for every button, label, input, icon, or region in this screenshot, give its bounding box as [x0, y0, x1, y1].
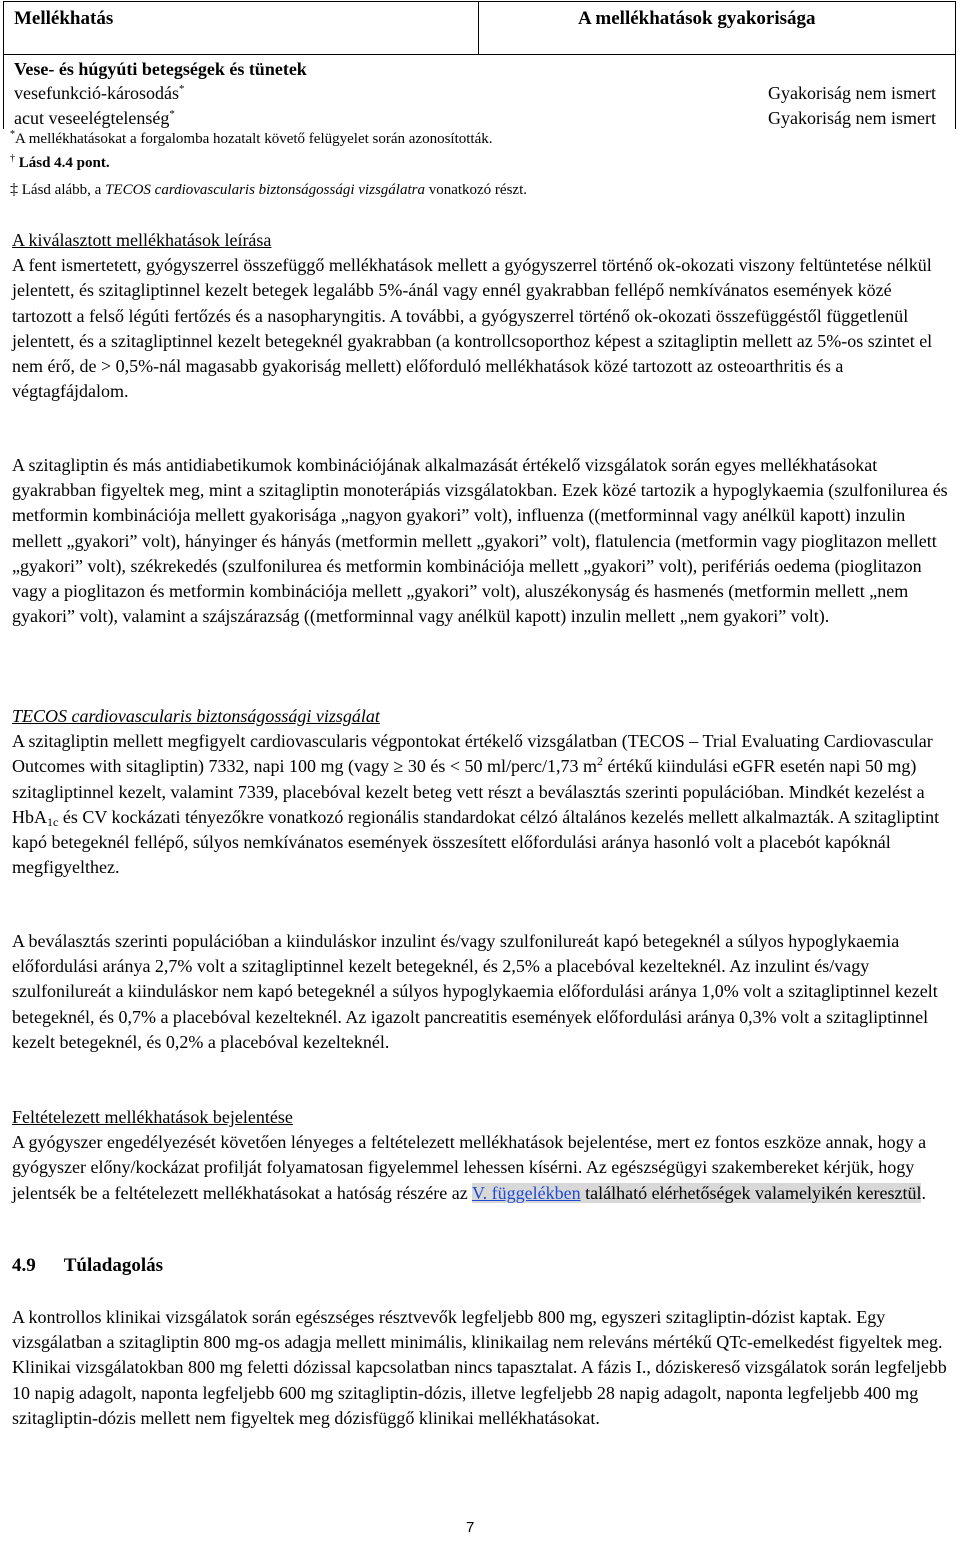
footnote-double-dagger: ‡ Lásd alább, a TECOS cardiovascularis biztonságossági vizsgálatra vonatkozó részt. — [10, 181, 528, 198]
paragraph-hypoglycaemia: A beválasztás szerinti populációban a kiinduláskor inzulint és/vagy szulfonilureát kapó betegeknél a súlyos hypoglykaemia előfordulási aránya 2,7% volt a szitagliptinnel kezelt betegeknél, és 2,5% a placebóval kezelteknél. Az inzulint és/vagy szulfonilureát a kiinduláskor nem kapó betegeknél a súlyos hypoglykaemia előfordulási aránya 1,0% volt a szitagliptinnel kezelt betegeknél, és 0,7% a placebóval kezelteknél. Az igazolt pancreatitis események előfordulási aránya 0,3% volt a szitagliptinnel kezelt betegeknél, és 0,2% a placebóval kezelteknél. — [12, 931, 938, 1052]
row-frequency: Gyakoriság nem ismert — [768, 83, 936, 103]
section-heading: Feltételezett mellékhatások bejelentése — [12, 1107, 293, 1127]
section-4-9-heading: 4.9 Túladagolás — [12, 1255, 164, 1276]
row-label: acut veseelégtelenség — [14, 108, 170, 128]
page-number: 7 — [466, 1519, 475, 1536]
row-mark: * — [169, 108, 175, 120]
adverse-reactions-table — [3, 1, 956, 129]
column-divider — [478, 2, 479, 54]
section-heading: TECOS cardiovascularis biztonságossági vizsgálat — [12, 706, 380, 726]
paragraph-overdose: A kontrollos klinikai vizsgálatok során egészséges résztvevők legfeljebb 800 mg, egyszeri szitagliptin-dózist kaptak. Egy vizsgálatban a szitagliptin 800 mg-os adagja mellett minimális, klinikailag nem releváns mértékű QTc-emelkedést figyeltek meg. Klinikai vizsgálatokban 800 mg feletti dózissal kapcsolatban nincs tapasztalat. A fázis I., dóziskereső vizsgálatok során legfeljebb 10 napig adagolt, naponta legfeljebb 600 mg szitagliptin-dózis, illetve legfeljebb 28 napig adagolt, naponta legfeljebb 400 mg szitagliptin-dózis mellett nem figyeltek meg dózisfüggő klinikai mellékhatásokat. — [12, 1307, 947, 1428]
table-section-title: Vese- és húgyúti betegségek és tünetek — [14, 59, 307, 79]
col-header-frequency: A mellékhatások gyakorisága — [578, 8, 816, 29]
row-label: vesefunkció-károsodás — [14, 83, 179, 103]
section-tecos: TECOS cardiovascularis biztonságossági vizsgálat A szitagliptin mellett megfigyelt cardiovascularis végpontokat értékelő vizsgálatban (TECOS – Trial Evaluating Cardiovascular Outcomes with sitagliptin) 7332, napi 100 mg (vagy ≥ 30 és < 50 ml/perc/1,73 $m^2$ értékű kiindulási eGFR esetén napi 50 mg) szitagliptinnel kezelt, valamint 7339, placebóval kezelt beteg vett részt a beválasztás szerinti populációban. Mindkét kezelést a HbA$_{1c}$ és CV kockázati tényezőkre vonatkozó regionális standardokat célzó általános kezelés mellett alkalmazták. A szitagliptint kapó betegeknél fellépő, súlyos nemkívánatos események összesített előfordulási aránya hasonló volt a placebót kapóknál megfigyelthez. — [12, 706, 940, 878]
footnote-star: *A mellékhatásokat a forgalomba hozatalt követő felügyelet során azonosították. — [10, 129, 493, 147]
section-reporting: Feltételezett mellékhatások bejelentése A gyógyszer engedélyezését követően lényeges a feltételezett mellékhatások bejelentése, mert ez fontos eszköze annak, hogy a gyógyszer előny/kockázat profilját folyamatosan figyelemmel lehessen kísérni. Az egészségügyi szakembereket kérjük, hogy jelentsék be a feltételezett mellékhatásokat a hatóság részére az V. függelékben található elérhetőségek valamelyikén keresztül. — [12, 1107, 927, 1203]
table-header — [4, 2, 955, 55]
row-mark: * — [178, 83, 185, 95]
paragraph-combinations: A szitagliptin és más antidiabetikumok kombinációjának alkalmazását értékelő vizsgálatok során egyes mellékhatásokat gyakrabban figyeltek meg, mint a szitagliptin monoterápiás vizsgálatokban. Ezek közé tartozik a hypoglykaemia (szulfonilurea és metformin kombinációja mellett gyakorisága „nagyon gyakori” volt), influenza ((metforminnal vagy anélkül kapott) inzulin mellett „gyakori” volt), hányinger és hányás (metformin mellett „gyakori” volt), flatulencia (metformin vagy pioglitazon mellett „gyakori” volt), székrekedés (szulfonilurea és metformin kombinációja mellett „gyakori” volt), perifériás oedema (pioglitazon vagy a pioglitazon és metformin kombinációja mellett „gyakori” volt), aluszékonyság és hasmenés (metformin mellett „nem gyakori” volt), valamint a szájszárazság ((metforminnal vagy anélkül kapott) inzulin mellett „nem gyakori” volt). — [12, 455, 948, 627]
footnote-dagger: † Lásd 4.4 pont. — [10, 153, 110, 171]
table-row — [14, 108, 944, 130]
appendix-v-link[interactable]: V. függelékben — [471, 1182, 581, 1203]
col-header-reaction: Mellékhatás — [14, 8, 114, 29]
table-row — [14, 83, 944, 105]
row-frequency: Gyakoriság nem ismert — [768, 108, 936, 128]
paragraph: A fent ismertetett, gyógyszerrel összefüggő mellékhatások mellett a gyógyszerrel történő ok-okozati viszony feltüntetése nélkül jelentett, és szitagliptinnel kezelt betegek legalább 5%-ánál vagy ennél gyakrabban fellépő nemkívánatos események közé tartozott a felső légúti fertőzés és a nasopharyngitis. A további, a gyógyszerrel történő ok-okozati összefüggéstől függetlenül jelentett, és a szitagliptinnel kezelt betegeknél gyakrabban (a kontrollcsoporthoz képest a szitagliptin mellett az 5%-os szintet el nem érő, de > 0,5%-nál magasabb gyakoriság mellett) előforduló mellékhatások közé tartozott az osteoarthritis és a végtagfájdalom. — [12, 255, 933, 402]
section-selected-reactions — [12, 228, 948, 404]
section-heading: A kiválasztott mellékhatások leírása — [12, 230, 272, 250]
